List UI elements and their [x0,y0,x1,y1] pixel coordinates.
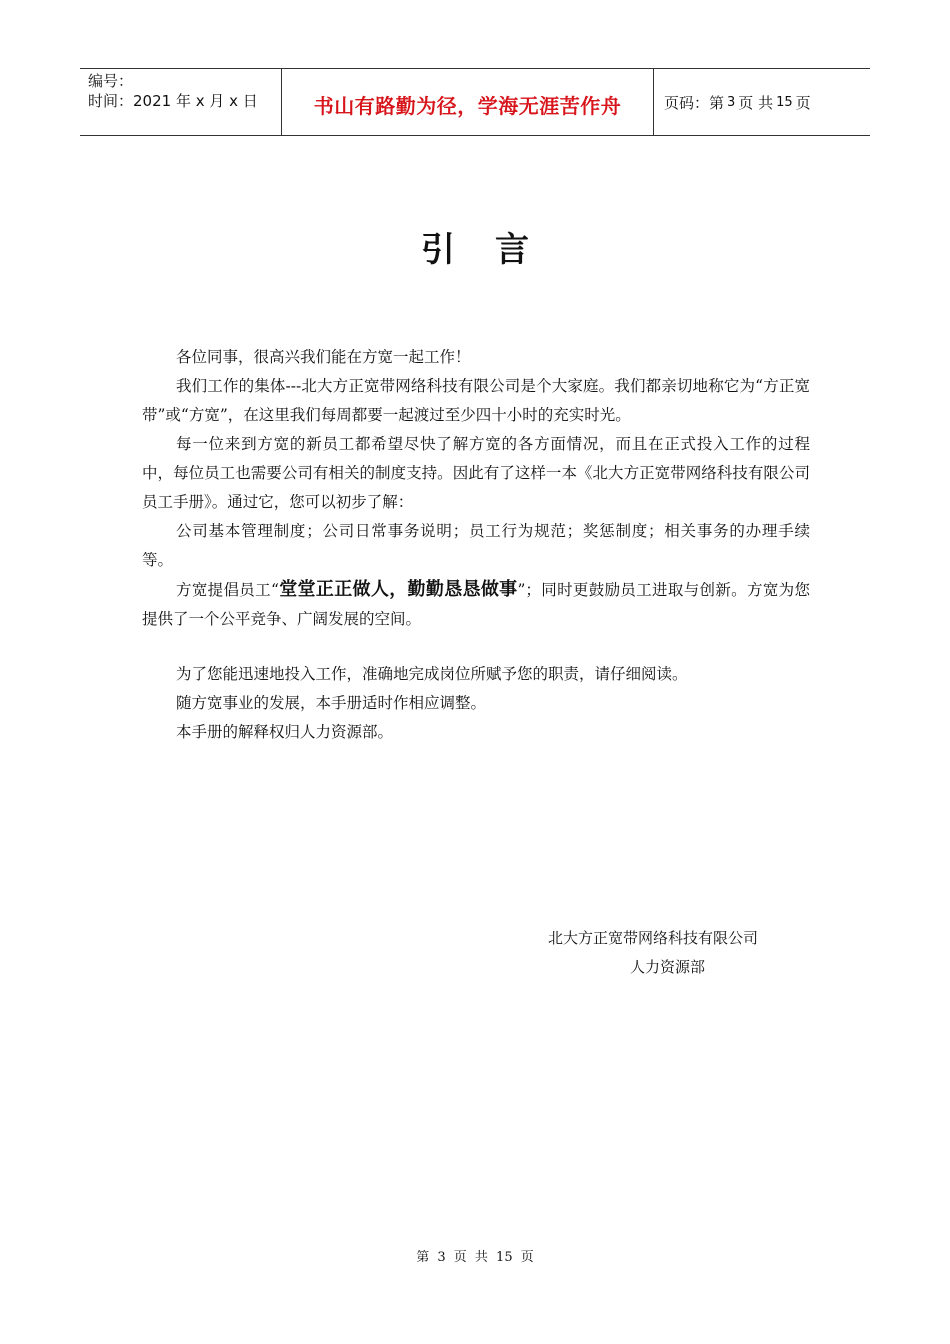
page-suffix: 页 [795,93,811,112]
motto-text: 书山有路勤为径，学海无涯苦作舟 [313,93,622,118]
page-total: 15 [776,94,793,110]
signature-department: 人力资源部 [630,958,706,976]
page-header [80,68,870,136]
paragraph-interpretation: 本手册的解释权归人力资源部。 [176,723,394,741]
date-label: 时间：2021 年 x 月 x 日 [88,92,258,110]
values-post: ”；同时更鼓励员工进取与创新。方宽为您提供了一个公平竞争、广阔发展的空间。 [142,581,810,628]
paragraph-contents: 公司基本管理制度；公司日常事务说明；员工行为规范；奖惩制度；相关事务的办理手续等。 [142,522,810,569]
paragraph-values [142,575,810,634]
page-mid: 页 共 [738,93,774,112]
serial-number-label: 编号： [88,72,134,90]
signature-block [548,924,788,982]
page-title: 引言 [421,230,569,270]
paragraph-adjustment: 随方宽事业的发展，本手册适时作相应调整。 [176,694,487,712]
header-motto-cell [282,69,654,135]
paragraph-gap [142,634,810,660]
page-prefix: 页码：第 [664,93,725,112]
signature-company: 北大方正宽带网络科技有限公司 [548,929,759,947]
paragraph-read-carefully: 为了您能迅速地投入工作，准确地完成岗位所赋予您的职责，请仔细阅读。 [176,665,688,683]
header-meta-cell [80,69,282,135]
paragraph-handbook: 每一位来到方宽的新员工都希望尽快了解方宽的各方面情况，而且在正式投入工作的过程中，每位员工也需要公司有相关的制度支持。因此有了这样一本《北大方正宽带网络科技有限公司员工手册》。通过它，您可以初步了解： [142,435,810,511]
header-page-cell [654,69,870,135]
values-motto: 堂堂正正做人，勤勤恳恳做事 [278,579,518,600]
page-current: 3 [727,94,736,110]
paragraph-greeting: 各位同事，很高兴我们能在方宽一起工作！ [176,348,471,366]
page-footer: 第 3 页 共 15 页 [416,1250,534,1265]
values-pre: 方宽提倡员工“ [176,581,279,599]
body-text [142,343,810,747]
paragraph-company: 我们工作的集体---北大方正宽带网络科技有限公司是个大家庭。我们都亲切地称它为“方正宽带”或“方宽”，在这里我们每周都要一起渡过至少四十小时的充实时光。 [142,377,810,424]
